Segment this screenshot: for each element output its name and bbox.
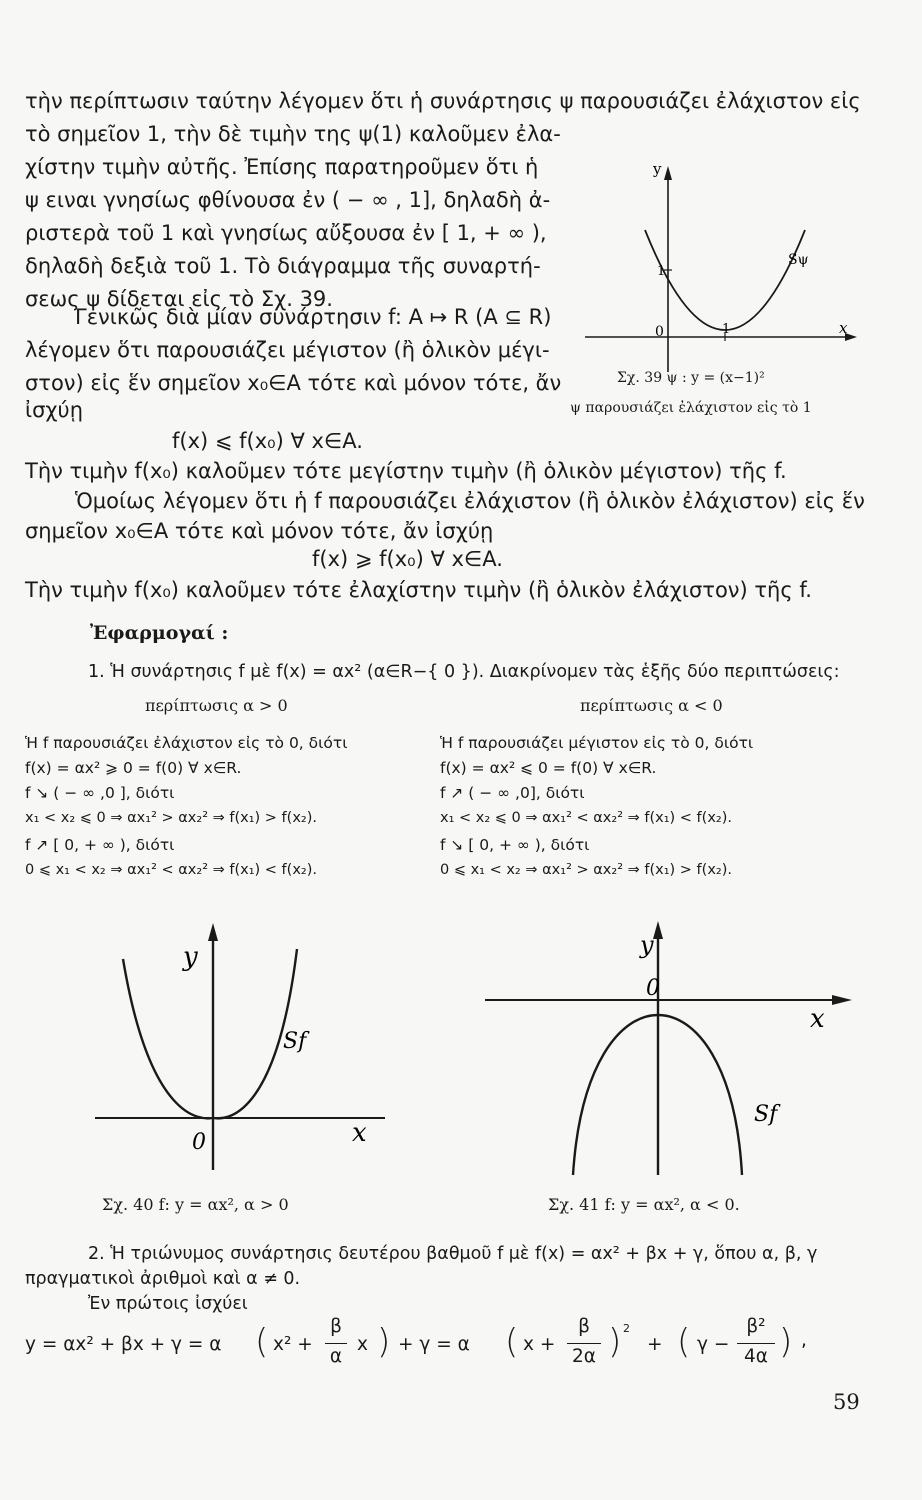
origin-label: 0 <box>655 324 664 340</box>
case-right-line: f ↘ [ 0, + ∞ ), διότι <box>440 836 590 854</box>
application-1-intro: 1. Ἡ συνάρτησις f μὲ f(x) = αx² (α∈R−{ 0 }). Διακρίνομεν τὰς ἑξῆς δύο περιπτώσεις: <box>88 662 840 682</box>
formula-min: f(x) ⩾ f(x₀) ∀ x∈A. <box>312 547 503 571</box>
figure-39-caption: Σχ. 39 ψ : y = (x−1)² <box>617 370 765 386</box>
case-left-line: x₁ < x₂ ⩽ 0 ⇒ αx₁² > αx₂² ⇒ f(x₁) > f(x₂). <box>25 810 317 826</box>
case-left-line: 0 ⩽ x₁ < x₂ ⇒ αx₁² < αx₂² ⇒ f(x₁) < f(x₂). <box>25 862 317 878</box>
paren-open: ( <box>677 1322 691 1362</box>
text-line: σεως ψ δίδεται εἰς τὸ Σχ. 39. <box>25 287 333 311</box>
application-2-line: πραγματικοὶ ἀριθμοὶ καὶ α ≠ 0. <box>25 1269 301 1289</box>
formula-part: + γ = α <box>398 1334 470 1355</box>
case-right-line: f ↗ ( − ∞ ,0], διότι <box>440 784 585 802</box>
application-2-line: Ἐν πρώτοις ἰσχύει <box>88 1294 248 1314</box>
formula-part: x² + <box>273 1334 313 1355</box>
origin-label: 0 <box>646 976 660 1001</box>
text-line: Τὴν τιμὴν f(x₀) καλοῦμεν τότε ἐλαχίστην τιμὴν (ἢ ὁλικὸν ἐλάχιστον) τῆς f. <box>25 578 812 602</box>
text-line: τὸ σημεῖον 1, τὴν δὲ τιμὴν της ψ(1) καλοῦμεν ἐλα- <box>25 122 561 146</box>
x-label: x <box>839 319 848 337</box>
formula-part: γ − <box>697 1334 730 1355</box>
fraction-numerator: β² <box>746 1316 766 1337</box>
case-right-line: 0 ⩽ x₁ < x₂ ⇒ αx₁² > αx₂² ⇒ f(x₁) > f(x₂). <box>440 862 732 878</box>
x-label: x <box>810 1004 825 1034</box>
y-label: y <box>640 931 654 959</box>
text-line: λέγομεν ὅτι παρουσιάζει μέγιστον (ἢ ὁλικὸν μέγι- <box>25 338 550 362</box>
text-line: τὴν περίπτωσιν ταύτην λέγομεν ὅτι ἡ συνάρτησις ψ παρουσιάζει ἐλάχιστον εἰς <box>25 89 861 113</box>
case-left-line: f ↗ [ 0, + ∞ ), διότι <box>25 836 175 854</box>
case-right-line: Ἡ f παρουσιάζει μέγιστον εἰς τὸ 0, διότι <box>440 734 754 752</box>
formula-part: , <box>801 1330 807 1351</box>
page-number: 59 <box>833 1390 860 1414</box>
text-line: Ὁμοίως λέγομεν ὅτι ἡ f παρουσιάζει ἐλάχιστον (ἢ ὁλικὸν ἐλάχιστον) εἰς ἕν <box>75 489 865 513</box>
text-line: δηλαδὴ δεξιὰ τοῦ 1. Τὸ διάγραμμα τῆς συναρτή- <box>25 254 541 278</box>
text-line: ἰσχύῃ <box>25 398 84 422</box>
text-line: ψ ειναι γνησίως φθίνουσα ἐν ( − ∞ , 1], δηλαδὴ ἀ- <box>25 188 551 212</box>
text-line: Τὴν τιμὴν f(x₀) καλοῦμεν τότε μεγίστην τιμὴν (ἢ ὁλικὸν μέγιστον) τῆς f. <box>25 459 787 483</box>
text-line: στον) εἰς ἕν σημεῖον x₀∈A τότε καὶ μόνον τότε, ἄν <box>25 371 562 395</box>
fraction-denominator: 2α <box>572 1346 596 1367</box>
case-right-line: x₁ < x₂ ⩽ 0 ⇒ αx₁² < αx₂² ⇒ f(x₁) < f(x₂). <box>440 810 732 826</box>
figure-40-caption: Σχ. 40 f: y = αx², α > 0 <box>102 1195 289 1214</box>
parabola-curve <box>645 230 805 330</box>
origin-label: 0 <box>192 1130 206 1155</box>
fraction-denominator: 4α <box>744 1346 768 1367</box>
x-label: x <box>352 1118 367 1148</box>
quadratic-formula <box>25 1316 885 1376</box>
fraction-numerator: β <box>578 1316 590 1337</box>
figure-39 <box>575 140 865 380</box>
applications-heading: Ἐφαρμογαί : <box>90 622 229 644</box>
text-line: Γενικῶς διὰ μίαν συνάρτησιν f: A ↦ R (A ⊆ R) <box>75 305 552 329</box>
case-left-header: περίπτωσις α > 0 <box>145 696 288 715</box>
figure-41-caption: Σχ. 41 f: y = αx², α < 0. <box>548 1195 740 1214</box>
text-line: σημεῖον x₀∈A τότε καὶ μόνον τότε, ἄν ἰσχύῃ <box>25 519 494 543</box>
fraction-bar <box>737 1343 775 1344</box>
fraction-numerator: β <box>330 1316 342 1337</box>
paren-close: ) <box>779 1322 793 1362</box>
formula-part: + <box>647 1334 663 1355</box>
tick-x-label: 1 <box>722 322 731 337</box>
y-label: y <box>653 160 662 178</box>
formula-part: x + <box>523 1334 556 1355</box>
case-left-line: f(x) = αx² ⩾ 0 = f(0) ∀ x∈R. <box>25 759 242 777</box>
formula-lhs: y = αx² + βx + γ = α <box>25 1334 222 1355</box>
paren-open: ( <box>255 1322 269 1362</box>
fraction-denominator: α <box>329 1346 343 1367</box>
curve-label: Sf <box>283 1029 307 1054</box>
text-line: ριστερὰ τοῦ 1 καὶ γνησίως αὔξουσα ἐν [ 1, + ∞ ), <box>25 221 547 245</box>
fraction-bar <box>325 1343 347 1344</box>
tick-y-label: 1 <box>657 264 666 279</box>
formula-max: f(x) ⩽ f(x₀) ∀ x∈A. <box>172 429 363 453</box>
paren-open: ( <box>505 1322 519 1362</box>
y-axis-arrow <box>653 921 663 939</box>
y-axis-arrow <box>208 923 218 941</box>
curve-label: Sψ <box>788 252 809 268</box>
figure-40 <box>80 915 410 1175</box>
case-right-header: περίπτωσις α < 0 <box>580 696 723 715</box>
case-left-line: f ↘ ( − ∞ ,0 ], διότι <box>25 784 175 802</box>
case-left-line: Ἡ f παρουσιάζει ἐλάχιστον εἰς τὸ 0, διότι <box>25 734 348 752</box>
case-right-line: f(x) = αx² ⩽ 0 = f(0) ∀ x∈R. <box>440 759 657 777</box>
y-label: y <box>183 942 198 972</box>
curve-label: Sf <box>754 1102 778 1127</box>
text-line: χίστην τιμὴν αὐτῆς. Ἐπίσης παρατηροῦμεν ὅτι ἡ <box>25 155 539 179</box>
formula-part: x <box>357 1334 368 1355</box>
paren-close: ) <box>608 1322 622 1362</box>
exponent: 2 <box>623 1322 630 1335</box>
application-2-line: 2. Ἡ τριώνυμος συνάρτησις δευτέρου βαθμοῦ f μὲ f(x) = αx² + βx + γ, ὅπου α, β, γ <box>88 1244 818 1264</box>
x-axis-arrow <box>832 995 852 1005</box>
parabola-curve <box>123 949 297 1118</box>
figure-39-caption-2: ψ παρουσιάζει ἐλάχιστον εἰς τὸ 1 <box>570 400 812 416</box>
fraction-bar <box>567 1343 601 1344</box>
y-axis-arrow <box>664 166 672 180</box>
figure-41 <box>470 915 870 1185</box>
paren-close: ) <box>377 1322 391 1362</box>
